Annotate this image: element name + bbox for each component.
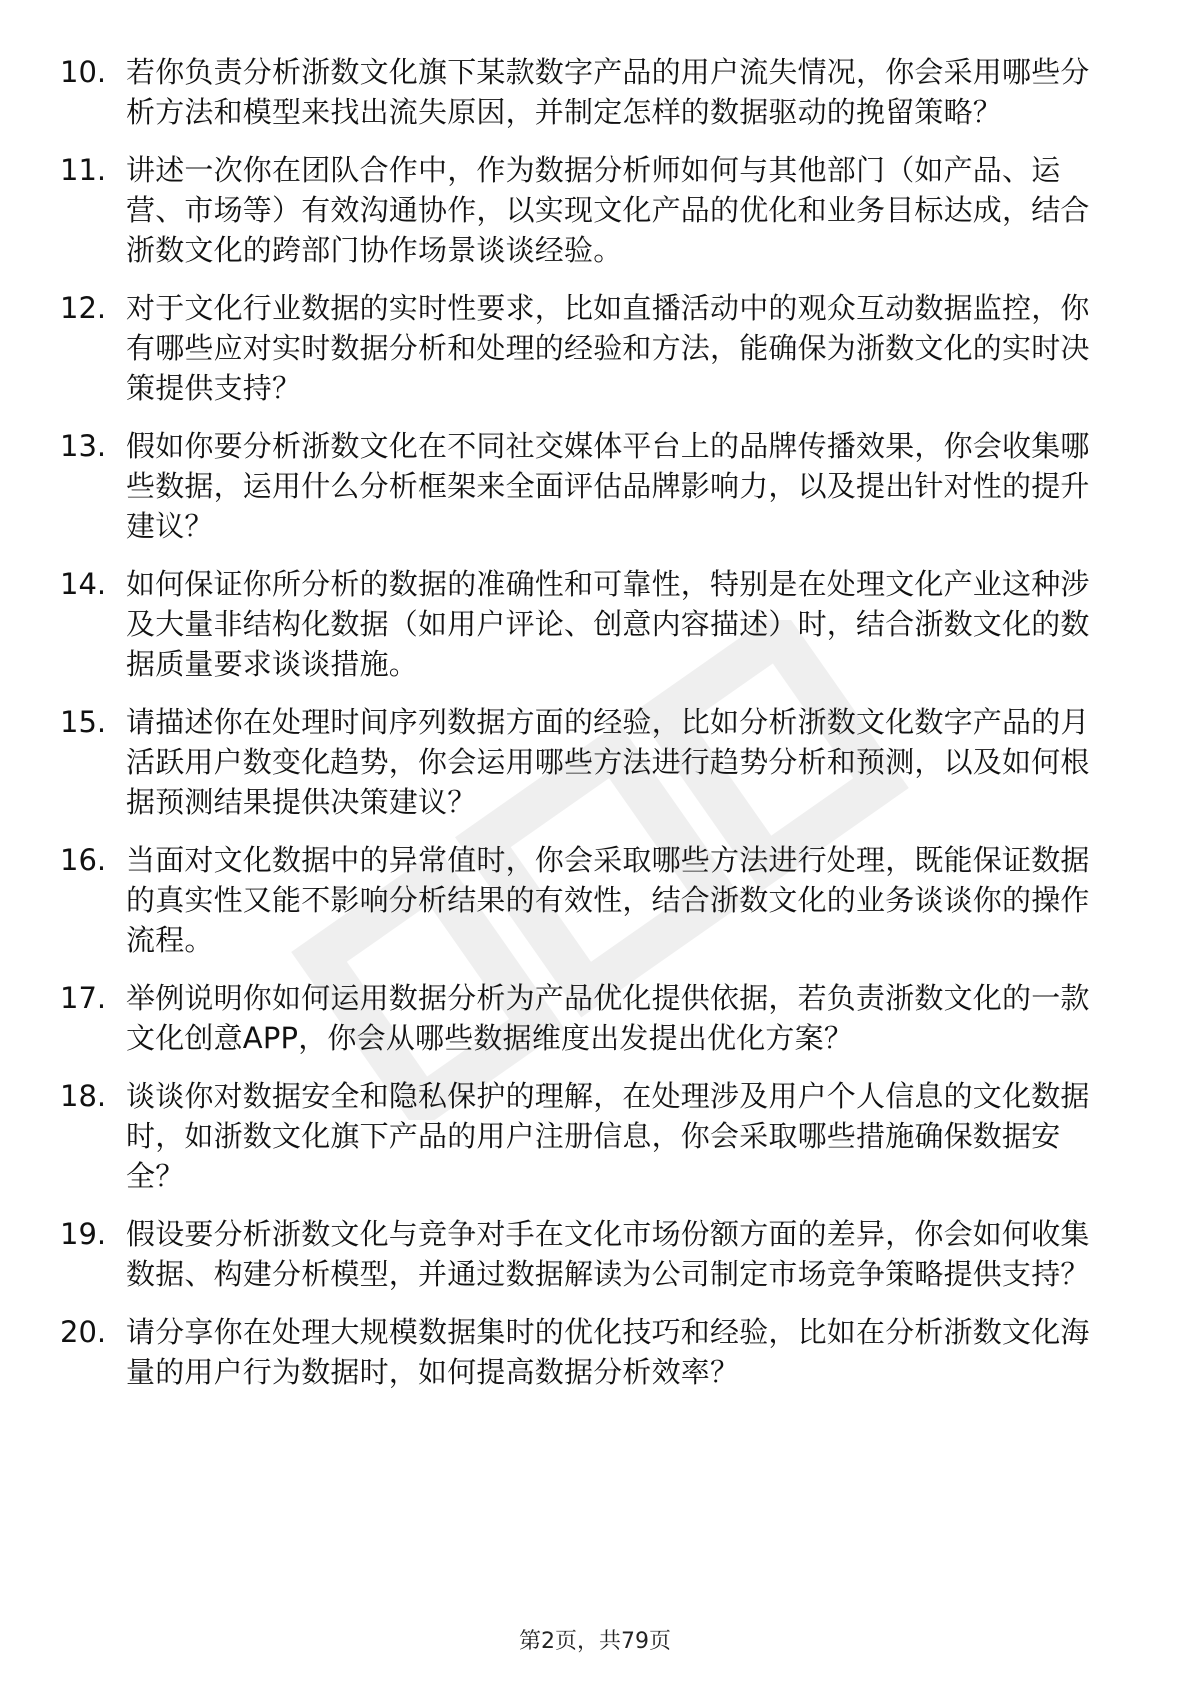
question-number: 16. [60, 843, 107, 877]
question-number: 10. [60, 55, 107, 89]
question-number: 13. [60, 429, 107, 463]
question-item [60, 1312, 1115, 1392]
question-item [60, 1076, 1115, 1196]
question-number: 19. [60, 1217, 107, 1251]
question-text: 假如你要分析浙数文化在不同社交媒体平台上的品牌传播效果，你会收集哪些数据，运用什么分析框架来全面评估品牌影响力，以及提出针对性的提升建议？ [126, 429, 1090, 543]
question-text: 讲述一次你在团队合作中，作为数据分析师如何与其他部门（如产品、运营、市场等）有效沟通协作，以实现文化产品的优化和业务目标达成，结合浙数文化的跨部门协作场景谈谈经验。 [126, 153, 1090, 267]
question-item [60, 150, 1115, 270]
question-text: 谈谈你对数据安全和隐私保护的理解，在处理涉及用户个人信息的文化数据时，如浙数文化旗下产品的用户注册信息，你会采取哪些措施确保数据安全？ [126, 1079, 1090, 1193]
question-item [60, 702, 1115, 822]
question-item [60, 52, 1115, 132]
page-number-footer: 第2页，共79页 [519, 1629, 671, 1654]
question-number: 18. [60, 1079, 107, 1113]
question-number: 12. [60, 291, 107, 325]
question-text: 若你负责分析浙数文化旗下某款数字产品的用户流失情况，你会采用哪些分析方法和模型来找出流失原因，并制定怎样的数据驱动的挽留策略？ [126, 55, 1090, 129]
question-list [60, 52, 1115, 1410]
question-text: 当面对文化数据中的异常值时，你会采取哪些方法进行处理，既能保证数据的真实性又能不影响分析结果的有效性，结合浙数文化的业务谈谈你的操作流程。 [126, 843, 1090, 957]
question-item [60, 426, 1115, 546]
question-number: 11. [60, 153, 107, 187]
question-text: 假设要分析浙数文化与竞争对手在文化市场份额方面的差异，你会如何收集数据、构建分析模型，并通过数据解读为公司制定市场竞争策略提供支持？ [126, 1217, 1090, 1291]
question-number: 17. [60, 981, 107, 1015]
question-number: 20. [60, 1315, 107, 1349]
question-text: 如何保证你所分析的数据的准确性和可靠性，特别是在处理文化产业这种涉及大量非结构化数据（如用户评论、创意内容描述）时，结合浙数文化的数据质量要求谈谈措施。 [126, 567, 1090, 681]
question-item [60, 978, 1115, 1058]
question-item [60, 1214, 1115, 1294]
question-text: 请分享你在处理大规模数据集时的优化技巧和经验，比如在分析浙数文化海量的用户行为数据时，如何提高数据分析效率？ [126, 1315, 1090, 1389]
question-number: 14. [60, 567, 107, 601]
question-item [60, 288, 1115, 408]
question-text: 对于文化行业数据的实时性要求，比如直播活动中的观众互动数据监控，你有哪些应对实时数据分析和处理的经验和方法，能确保为浙数文化的实时决策提供支持？ [126, 291, 1090, 405]
question-item [60, 840, 1115, 960]
question-text: 举例说明你如何运用数据分析为产品优化提供依据，若负责浙数文化的一款文化创意APP，你会从哪些数据维度出发提出优化方案？ [126, 981, 1090, 1055]
question-text: 请描述你在处理时间序列数据方面的经验，比如分析浙数文化数字产品的月活跃用户数变化趋势，你会运用哪些方法进行趋势分析和预测，以及如何根据预测结果提供决策建议？ [126, 705, 1090, 819]
question-item [60, 564, 1115, 684]
question-number: 15. [60, 705, 107, 739]
